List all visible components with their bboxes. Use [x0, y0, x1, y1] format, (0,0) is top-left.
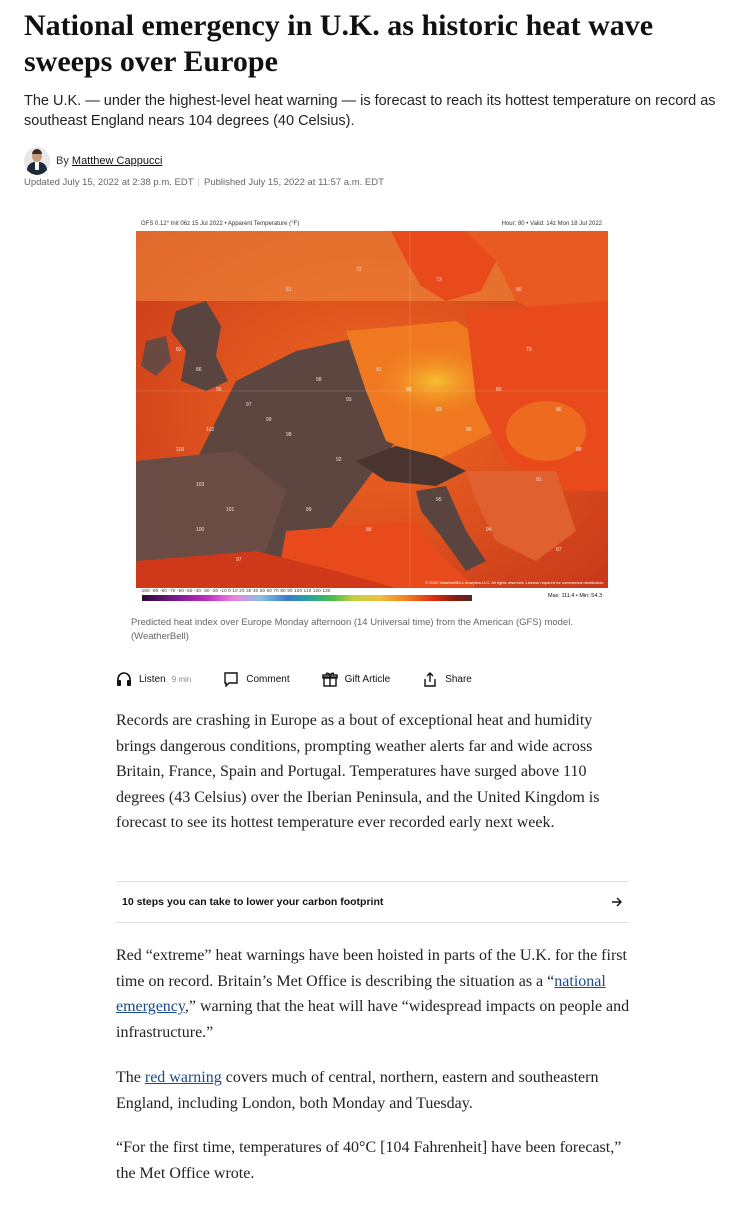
svg-text:98: 98: [316, 377, 322, 383]
map-copyright: © 2022 WeatherBELL Analytics LLC. All rights reserved. License required for commercial distribution.: [425, 580, 604, 585]
related-link-text: 10 steps you can take to lower your carbon footprint: [122, 896, 384, 908]
map-color-scale: [136, 588, 608, 605]
listen-label: Listen: [139, 673, 166, 685]
paragraph-3-text-a: The: [116, 1069, 145, 1086]
national-emergency-link[interactable]: national emergency: [116, 972, 606, 1016]
svg-text:100: 100: [196, 527, 205, 533]
paragraph-2: [116, 943, 631, 1045]
svg-text:80: 80: [516, 287, 522, 293]
svg-text:86: 86: [556, 407, 562, 413]
map-graphic: [136, 231, 608, 588]
heat-index-map[interactable]: [136, 217, 608, 605]
byline-text: [56, 155, 162, 167]
svg-text:87: 87: [556, 547, 562, 553]
svg-text:80: 80: [496, 387, 502, 393]
svg-text:97: 97: [236, 557, 242, 563]
article-dates: Updated July 15, 2022 at 2:38 p.m. EDT | Published July 15, 2022 at 11:57 a.m. EDT: [24, 177, 384, 188]
gift-icon: [322, 671, 338, 687]
article-headline: National emergency in U.K. as historic heat wave sweeps over Europe: [24, 9, 654, 78]
byline: [24, 146, 162, 176]
gift-article-button[interactable]: [322, 671, 391, 687]
related-link[interactable]: [116, 881, 629, 923]
svg-text:82: 82: [176, 347, 182, 353]
updated-date: Updated July 15, 2022 at 2:38 p.m. EDT: [24, 177, 194, 188]
scale-bar: [142, 595, 472, 601]
svg-text:101: 101: [226, 507, 235, 513]
max-min-readout: Max: 111.4 • Min: 54.3: [548, 593, 602, 599]
svg-text:103: 103: [196, 482, 205, 488]
scale-ticks: -100 -90 -80 -70 -60 -50 -40 -30 -20 -10 0 10 20 30 40 50 60 70 80 90 100 110 120 130: [140, 588, 331, 593]
article-toolbar: [116, 668, 504, 690]
comment-label: Comment: [246, 673, 290, 685]
comment-button[interactable]: [223, 671, 289, 687]
svg-text:100: 100: [176, 447, 185, 453]
map-header-right: Hour: 80 • Valid: 14z Mon 18 Jul 2022: [501, 221, 602, 227]
published-date: Published July 15, 2022 at 11:57 a.m. EDT: [203, 177, 384, 188]
listen-button[interactable]: [116, 671, 191, 687]
paragraph-2-text-a: Red “extreme” heat warnings have been hoisted in parts of the U.K. for the first time on record. Britain’s Met Office is describing the situation as a “: [116, 947, 627, 990]
svg-text:88: 88: [406, 387, 412, 393]
svg-text:94: 94: [486, 527, 492, 533]
author-link[interactable]: Matthew Cappucci: [71, 155, 163, 167]
svg-text:88: 88: [576, 447, 582, 453]
byline-prefix: By: [56, 155, 69, 167]
paragraph-1: Records are crashing in Europe as a bout of exceptional heat and humidity brings dangerous conditions, prompting weather alerts far and wide across Britain, France, Spain and Portugal. Temperatures have surged above 110 degrees (43 Celsius) over the Iberian Peninsula, and the United Kingdom is forecast to see its hottest temperature ever recorded early next week.: [116, 712, 600, 832]
svg-text:86: 86: [196, 367, 202, 373]
gift-label: Gift Article: [344, 673, 391, 685]
map-header: [136, 217, 608, 231]
svg-text:79: 79: [526, 347, 532, 353]
svg-text:92: 92: [336, 457, 342, 463]
paragraph-2-text-b: ,” warning that the heat will have “widespread impacts on people and infrastructure.”: [116, 998, 630, 1041]
svg-text:97: 97: [246, 402, 252, 408]
svg-text:91: 91: [536, 477, 542, 483]
svg-text:89: 89: [306, 507, 312, 513]
svg-text:99: 99: [266, 417, 272, 423]
listen-duration: 9 min: [171, 674, 192, 684]
author-avatar[interactable]: [24, 147, 50, 175]
svg-text:61: 61: [286, 287, 292, 293]
map-caption: Predicted heat index over Europe Monday afternoon (14 Universal time) from the American (GFS) model. (WeatherBell): [131, 617, 573, 642]
svg-text:86: 86: [466, 427, 472, 433]
paragraph-4: “For the first time, temperatures of 40°C [104 Fahrenheit] have been forecast,” the Met Office wrote.: [116, 1139, 622, 1182]
share-icon: [422, 671, 438, 687]
paragraph-3: [116, 1065, 631, 1116]
svg-text:83: 83: [436, 407, 442, 413]
svg-text:98: 98: [286, 432, 292, 438]
arrow-right-icon: [611, 896, 623, 908]
svg-text:102: 102: [206, 427, 215, 433]
svg-text:91: 91: [376, 367, 382, 373]
svg-text:95: 95: [436, 497, 442, 503]
paragraph-3-text-b: covers much of central, northern, eastern and southeastern England, including London, both Monday and Tuesday.: [116, 1069, 599, 1112]
headphones-icon: [116, 671, 132, 687]
svg-text:72: 72: [356, 267, 362, 273]
svg-text:73: 73: [436, 277, 442, 283]
share-label: Share: [445, 673, 472, 685]
share-button[interactable]: [422, 671, 472, 687]
red-warning-link[interactable]: red warning: [144, 1069, 222, 1086]
svg-text:96: 96: [216, 387, 222, 393]
svg-text:88: 88: [366, 527, 372, 533]
map-header-left: GFS 0.12° Init 06z 15 Jul 2022 • Apparent Temperature (°F): [141, 221, 300, 227]
comment-icon: [223, 671, 239, 687]
svg-text:93: 93: [346, 397, 352, 403]
article-dek: The U.K. — under the highest-level heat warning — is forecast to reach its hottest temperature on record as southeast England nears 104 degrees (40 Celsius).: [24, 93, 716, 129]
